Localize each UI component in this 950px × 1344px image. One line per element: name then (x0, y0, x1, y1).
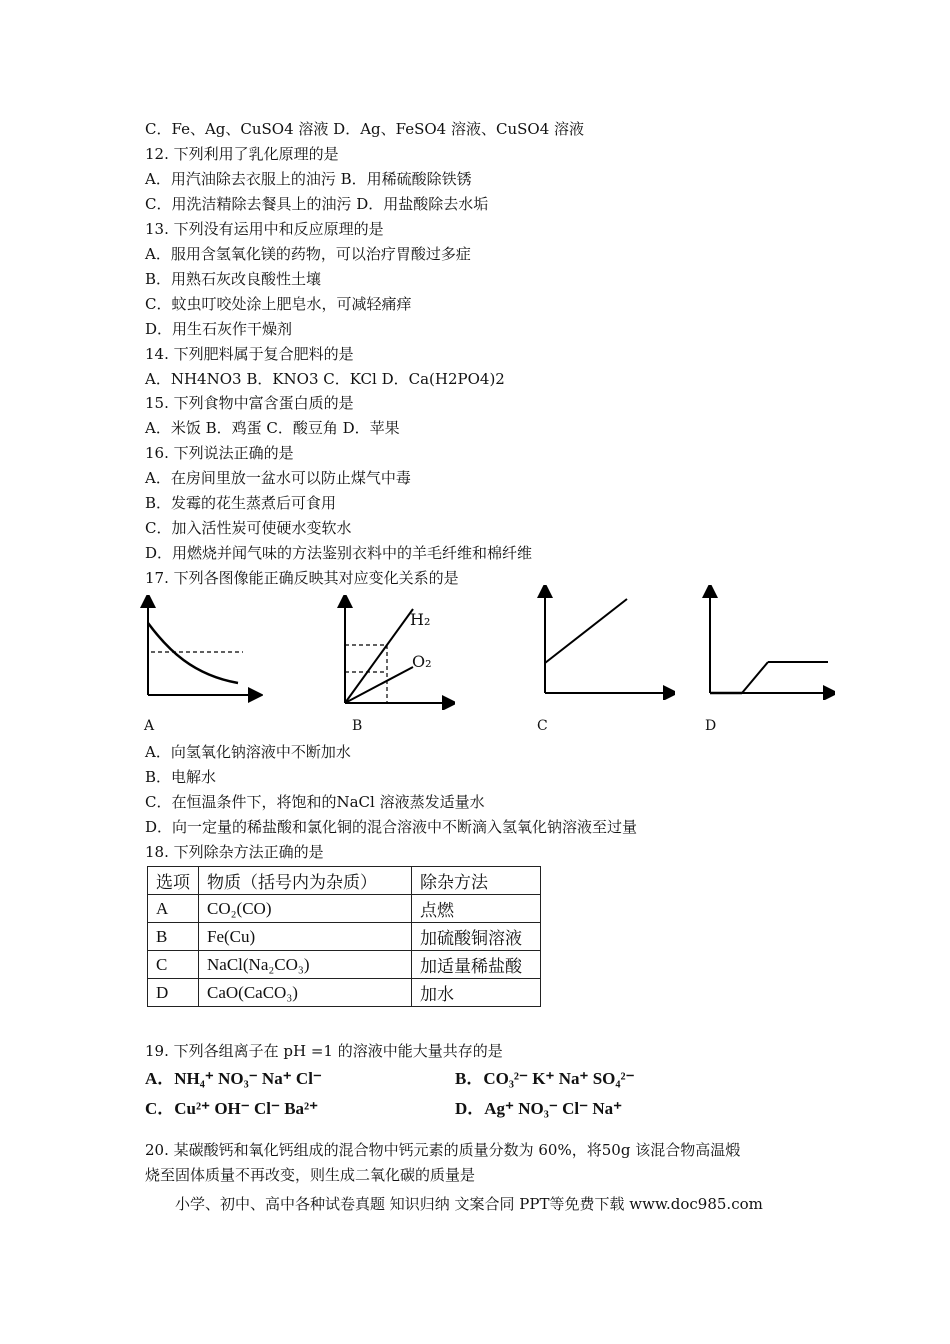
text-line: A．NH4NO3 B．KNO3 C．KCl D．Ca(H2PO4)2 (145, 370, 505, 388)
table-row (148, 979, 541, 1007)
table-cell: 加适量稀盐酸 (412, 951, 541, 979)
q17-option-d: D．向一定量的稀盐酸和氯化铜的混合溶液中不断滴入氢氧化钠溶液至过量 (145, 818, 638, 836)
text-line: C．用洗洁精除去餐具上的油污 D．用盐酸除去水垢 (145, 195, 489, 213)
table-header: 除杂方法 (412, 867, 541, 895)
graph-b (335, 595, 455, 710)
question-15: 15. 下列食物中富含蛋白质的是 (145, 394, 354, 412)
graph-a (138, 595, 263, 705)
q17-option-b: B．电解水 (145, 768, 217, 786)
text-line: C．加入活性炭可使硬水变软水 (145, 519, 352, 537)
q19-option-d: D．Ag⁺ NO₃⁻ Cl⁻ Na⁺ (455, 1099, 623, 1118)
table-header: 物质（括号内为杂质） (199, 867, 412, 895)
table-cell: 点燃 (412, 895, 541, 923)
text-line: C．Fe、Ag、CuSO4 溶液 D．Ag、FeSO4 溶液、CuSO4 溶液 (145, 120, 585, 138)
table-cell: 加水 (412, 979, 541, 1007)
question-17: 17. 下列各图像能正确反映其对应变化关系的是 (145, 569, 459, 587)
question-19: 19. 下列各组离子在 pH =1 的溶液中能大量共存的是 (145, 1042, 503, 1060)
text-line: B．用熟石灰改良酸性土壤 (145, 270, 322, 288)
question-12: 12. 下列利用了乳化原理的是 (145, 145, 339, 163)
question-16: 16. 下列说法正确的是 (145, 444, 294, 462)
graph-c (535, 585, 675, 700)
table-row (148, 895, 541, 923)
table-row (148, 923, 541, 951)
table-cell: C (148, 951, 199, 979)
purification-table (147, 866, 541, 1007)
table-header: 选项 (148, 867, 199, 895)
table-cell: B (148, 923, 199, 951)
text-line: A．服用含氢氧化镁的药物，可以治疗胃酸过多症 (145, 245, 471, 263)
q19-option-a: A．NH₄⁺ NO₃⁻ Na⁺ Cl⁻ (145, 1069, 322, 1088)
question-14: 14. 下列肥料属于复合肥料的是 (145, 345, 354, 363)
graph-d-label: D (705, 718, 717, 734)
table-cell: CaO(CaCO₃) (199, 979, 412, 1007)
graph-a-label: A (144, 718, 155, 734)
table-cell: D (148, 979, 199, 1007)
text-line: C．蚊虫叮咬处涂上肥皂水，可减轻痛痒 (145, 295, 412, 313)
graph-c-label: C (537, 718, 548, 734)
text-line: A．米饭 B．鸡蛋 C．酸豆角 D．苹果 (145, 419, 400, 437)
question-13: 13. 下列没有运用中和反应原理的是 (145, 220, 384, 238)
text-line: A．在房间里放一盆水可以防止煤气中毒 (145, 469, 411, 487)
table-cell: A (148, 895, 199, 923)
q19-option-b: B．CO₃²⁻ K⁺ Na⁺ SO₄²⁻ (455, 1069, 635, 1088)
table-row (148, 951, 541, 979)
table-cell: NaCl(Na₂CO₃) (199, 951, 412, 979)
table-cell: CO₂(CO) (199, 895, 412, 923)
footer-watermark: 小学、初中、高中各种试卷真题 知识归纳 文案合同 PPT等免费下载 www.doc985.com (175, 1195, 763, 1213)
graph-d (700, 585, 835, 700)
text-line: D．用燃烧并闻气味的方法鉴别衣料中的羊毛纤维和棉纤维 (145, 544, 533, 562)
text-line: D．用生石灰作干燥剂 (145, 320, 293, 338)
text-line: 烧至固体质量不再改变，则生成二氧化碳的质量是 (145, 1166, 476, 1184)
table-header-row (148, 867, 541, 895)
h2-label: H₂ (410, 610, 431, 629)
graph-b-label: B (352, 718, 363, 734)
q19-option-c: C．Cu²⁺ OH⁻ Cl⁻ Ba²⁺ (145, 1099, 319, 1118)
text-line: A．用汽油除去衣服上的油污 B．用稀硫酸除铁锈 (145, 170, 472, 188)
q17-option-a: A．向氢氧化钠溶液中不断加水 (145, 743, 351, 761)
table-cell: 加硫酸铜溶液 (412, 923, 541, 951)
question-18: 18. 下列除杂方法正确的是 (145, 843, 324, 861)
o2-label: O₂ (412, 652, 432, 671)
text-line: B．发霉的花生蒸煮后可食用 (145, 494, 337, 512)
question-20: 20. 某碳酸钙和氧化钙组成的混合物中钙元素的质量分数为 60%，将50g 该混合物高温煅 (145, 1141, 741, 1159)
table-cell: Fe(Cu) (199, 923, 412, 951)
q17-option-c: C．在恒温条件下，将饱和的NaCl 溶液蒸发适量水 (145, 793, 485, 811)
